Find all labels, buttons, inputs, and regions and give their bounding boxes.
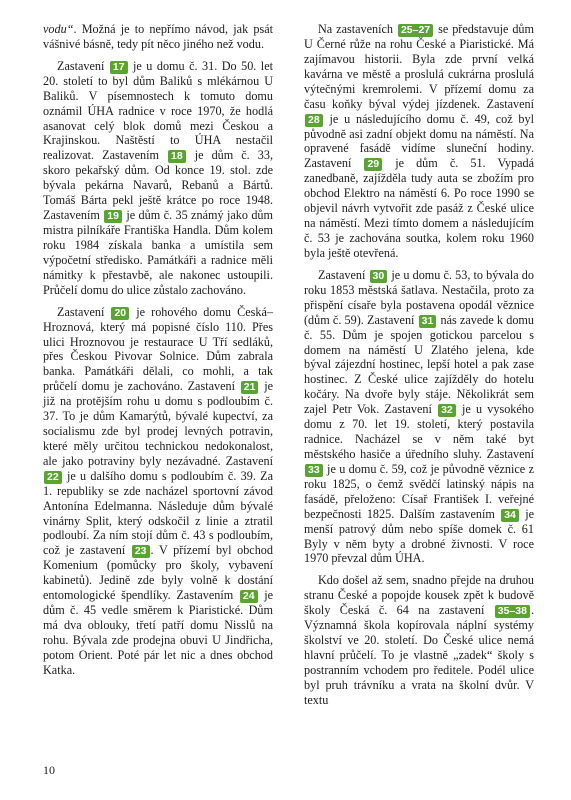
stop-number-badge: 18 — [168, 150, 186, 163]
paragraph — [43, 305, 273, 678]
paragraph — [304, 268, 534, 567]
stop-number-badge: 30 — [370, 270, 388, 283]
stop-number-badge: 32 — [438, 404, 456, 417]
paragraph-text: je již na protějším rohu u domu s podloubím č. 37. To je dům Kamarýtů, bývalé kupectví, za socialismu zde byl prodej levných potravin, které měly určitou technickou nedokonalost, ale jako potraviny byly nezávadné. Zastavení — [43, 379, 273, 468]
paragraph-text: je dům č. 35 známý jako dům mistra pilníkáře Františka Handla. Dům kolem roku 1984 získala banka a umístila sem výpočetní středisko. Památkáři a radnice měli námitky k přestavbě, ale nakonec ustoupili. Průčelí domu do ulice zůstalo zachováno. — [43, 208, 273, 297]
right-text-column — [304, 22, 534, 715]
paragraph — [43, 22, 273, 52]
paragraph-text: je dům č. 45 vedle směrem k Piaristické. Dům má dva oblouky, třetí patří domu Nisslů na rohu. Bývala zde prodejna obuvi U Jindřicha, potom Orient. Poté pár let nic a dnes obchod Katka. — [43, 588, 274, 677]
stop-number-badge: 34 — [501, 509, 519, 522]
stop-number-badge: 33 — [305, 464, 323, 477]
paragraph — [304, 573, 534, 707]
stop-number-badge: 20 — [111, 307, 129, 320]
paragraph-text: je menší patrový dům nebo spíše domek č. 61 Byly v něm byty a drobné živnosti. V roce 1970 převzal dům ÚHA. — [304, 506, 534, 566]
paragraph-text: je u následujícího domu č. 49, což byl původně asi zadní objekt domu na náměstí. Na opravené fasádě vidíme sluneční hodiny. Zastavení — [304, 111, 534, 171]
paragraph-text: nás zavede k domu č. 55. Dům je spojen gotickou parcelou s domem na náměstí U Zlatého jelena, kde býval zájezdní hostinec, lepší hotel a pak zase hostinec. Z České ulice zajížděly do hotelu kočáry. Na dvoře byly stáje. Několikrát sem zajel Petr Vok. Zastavení — [304, 312, 534, 417]
stop-number-badge: 28 — [305, 114, 323, 127]
paragraph-text: je u dalšího domu s podloubím č. 39. Za 1. republiky se zde nacházel sportovní závod Antonína Edelmanna. Následuje dům bývalé vinárny Split, který odskočil z linie a ztratil podloubí. Za ním stojí dům č. 43 s podloubím, což je zastavení — [43, 468, 273, 558]
stop-number-badge: 22 — [44, 471, 62, 484]
paragraph-text: Kdo došel až sem, snadno přejde na druhou stranu České a popojde kousek zpět k budově školy Česká č. 64 na zastavení — [304, 573, 534, 618]
paragraph-text: Zastavení — [318, 267, 369, 282]
left-text-column — [43, 22, 273, 685]
paragraph-text: je rohového domu Česká–Hroznová, který má popisné číslo 110. Přes ulici Hroznovou je restaurace U Tří sedláků, přes Českou Pivovar Solnice. Dům zabrala banka. Památkáři dělali, co mohli, a tak průčelí domu je zachováno. Zastavení — [43, 304, 273, 394]
stop-number-badge: 17 — [110, 61, 128, 74]
paragraph-text: Na zastaveních — [318, 22, 397, 36]
stop-number-badge: 24 — [240, 590, 258, 603]
stop-number-badge: 35–38 — [495, 605, 530, 618]
paragraph-text: . Významná škola kopírovala náplní systémy školství ve 20. století. Do České ulice nemá hlavní průčelí. To je vlastně „zadek“ školy s postranním vchodem pro ředitele. Podél ulice byl pruh trávníku a vrata na školní dvůr. V textu — [304, 603, 534, 707]
paragraph-text: je u vysokého domu z 70. let 19. století, který postavila radnice. Nacházel se v něm také byt městského hasiče a úředního sluhy. Zastavení — [304, 402, 534, 461]
paragraph-text: Zastavení — [57, 58, 109, 73]
stop-number-badge: 21 — [241, 381, 259, 394]
page-number: 10 — [43, 763, 55, 777]
stop-number-badge: 23 — [132, 545, 150, 558]
paragraph-text: . Možná je to nepřímo návod, jak psát vášnivé básně, tedy pít něco jiného než vodu. — [43, 22, 273, 51]
paragraph-text: je u domu č. 59, což je původně věznice z roku 1825, o čemž svědčí latinský nápis na fasádě, přeloženo: Císař František I. veřejné bezpečnosti 1825. Dalším zastavením — [304, 461, 534, 521]
paragraph-text: . V přízemí byl obchod Komenium (pomůcky pro školy, vybavení kabinetů). Jedině zde byly volně k dostání entomologické špendlíky. Zastavením — [43, 543, 273, 603]
stop-number-badge: 19 — [104, 210, 122, 223]
paragraph — [304, 22, 534, 261]
paragraph-text: se představuje dům U Černé růže na rohu České a Piaristické. Má zajímavou historii. Byla zde první velká kavárna ve městě a proslulá cukrárna proslulá výtečnými kremrolemi. V přízemí domu za času koňky býval výdej jízdenek. Zastavení — [304, 22, 534, 111]
paragraph-text: je dům č. 51. Vypadá zanedbaně, zajížděla tudy auta se zbožím pro obchod Elektro na náměstí 6. Po roce 1990 se objevil návrh vytvořit zde pasáž z České ulice na náměstí. Mezi tímto domem a následujícím č. 53 je zachována soutka, kolem roku 1960 byla ještě otevřená. — [304, 156, 534, 260]
paragraph-text: je u domu č. 53, to bývala do roku 1853 městská šatlava. Nestačila, proto za přispění císaře byla postavena opodál věznice (dům č. 59). Zastavení — [304, 267, 534, 327]
paragraph-text: je u domu č. 31. Do 50. let 20. století to byl dům Baliků s mlékárnou U Baliků. V písemnostech k tomuto domu oznámil ÚHA radnice v roce 1970, že hodlá asanovat celý blok domů mezi Českou a Krajinskou. Naštěstí to ÚHA nestačil realizovat. Zastavením — [43, 58, 273, 163]
stop-number-badge: 25–27 — [398, 24, 433, 37]
stop-number-badge: 31 — [419, 315, 437, 328]
paragraph-text: Zastavení — [57, 304, 111, 319]
paragraph-text: vodu“ — [43, 22, 74, 36]
stop-number-badge: 29 — [364, 158, 382, 171]
paragraph — [43, 59, 273, 298]
paragraph-text: je dům č. 33, skoro pekařský dům. Od konce 19. stol. zde bývala pekárna Navarů, Rebanů a Bártů. Tomáš Bárta pekl ještě krátce po roce 1948. Zastavením — [43, 148, 273, 223]
